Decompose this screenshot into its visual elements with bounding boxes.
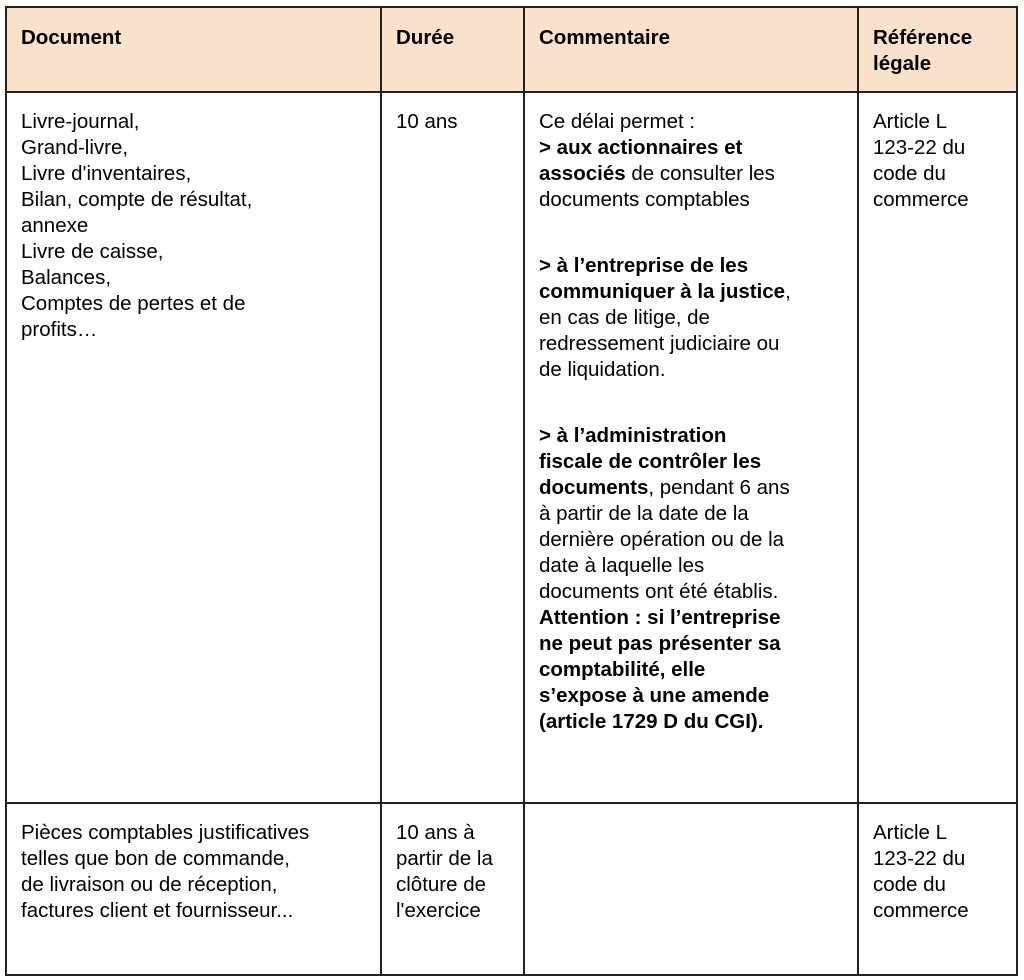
cell-line: commerce	[873, 899, 969, 922]
cell-line: Livre de caisse,	[21, 240, 164, 263]
cell-line: (article 1729 D du CGI).	[539, 710, 764, 733]
cell-line: Article L	[873, 821, 948, 844]
cell-commentaire	[524, 92, 858, 803]
cell-line: Livre d'inventaires,	[21, 162, 192, 185]
cell-line: Article L	[873, 110, 948, 133]
cell-line: l'exercice	[396, 899, 481, 922]
cell-line: Ce délai permet :	[539, 110, 696, 133]
header-text: Durée	[396, 26, 455, 49]
header-text: Document	[21, 26, 122, 49]
comment-paragraph	[539, 109, 843, 213]
cell-line: ne peut pas présenter sa	[539, 632, 781, 655]
cell-line: Bilan, compte de résultat,	[21, 188, 253, 211]
retention-table	[5, 6, 1018, 976]
cell-line: comptabilité, elle	[539, 658, 706, 681]
cell-line: redressement judiciaire ou	[539, 332, 780, 355]
cell-line: à partir de la date de la	[539, 502, 749, 525]
comment-paragraph	[539, 253, 843, 383]
cell-line: telles que bon de commande,	[21, 847, 290, 870]
cell-line: factures client et fournisseur...	[21, 899, 294, 922]
cell-reference	[858, 803, 1017, 975]
cell-line: dernière opération ou de la	[539, 528, 785, 551]
header-reference	[858, 7, 1017, 92]
cell-line: Grand-livre,	[21, 136, 129, 159]
header-text: Commentaire	[539, 26, 671, 49]
cell-line: de liquidation.	[539, 358, 666, 381]
cell-document	[6, 92, 381, 803]
cell-line: documents ont été établis.	[539, 580, 779, 603]
cell-duree	[381, 92, 524, 803]
cell-line: fiscale de contrôler les	[539, 450, 762, 473]
header-duree	[381, 7, 524, 92]
header-text: légale	[873, 52, 932, 75]
cell-line: clôture de	[396, 873, 487, 896]
cell-line: Balances,	[21, 266, 112, 289]
cell-line: date à laquelle les	[539, 554, 705, 577]
cell-line: Livre-journal,	[21, 110, 140, 133]
cell-line: annexe	[21, 214, 89, 237]
cell-line: communiquer à la justice,	[539, 280, 791, 303]
cell-line: Attention : si l’entreprise	[539, 606, 781, 629]
cell-line: associés de consulter les	[539, 162, 775, 185]
cell-line: code du	[873, 162, 946, 185]
cell-line: > aux actionnaires et	[539, 136, 743, 159]
cell-line: profits…	[21, 318, 98, 341]
header-text: Référence	[873, 26, 973, 49]
cell-line: Pièces comptables justificatives	[21, 821, 310, 844]
comment-paragraph	[539, 423, 843, 735]
cell-line: en cas de litige, de	[539, 306, 710, 329]
cell-reference	[858, 92, 1017, 803]
cell-line: 10 ans à	[396, 821, 475, 844]
cell-commentaire	[524, 803, 858, 975]
cell-line: code du	[873, 873, 946, 896]
cell-line: > à l’entreprise de les	[539, 254, 749, 277]
cell-line: de livraison ou de réception,	[21, 873, 278, 896]
header-row	[6, 7, 1017, 92]
header-commentaire	[524, 7, 858, 92]
cell-document	[6, 803, 381, 975]
cell-line: > à l’administration	[539, 424, 727, 447]
cell-duree	[381, 803, 524, 975]
cell-line: 10 ans	[396, 110, 458, 133]
cell-line: documents, pendant 6 ans	[539, 476, 790, 499]
cell-line: commerce	[873, 188, 969, 211]
cell-line: partir de la	[396, 847, 493, 870]
table-row	[6, 92, 1017, 803]
cell-line: 123-22 du	[873, 847, 966, 870]
cell-line: documents comptables	[539, 188, 750, 211]
cell-line: Comptes de pertes et de	[21, 292, 246, 315]
cell-line: s’expose à une amende	[539, 684, 770, 707]
cell-line: 123-22 du	[873, 136, 966, 159]
header-document	[6, 7, 381, 92]
table-row	[6, 803, 1017, 975]
